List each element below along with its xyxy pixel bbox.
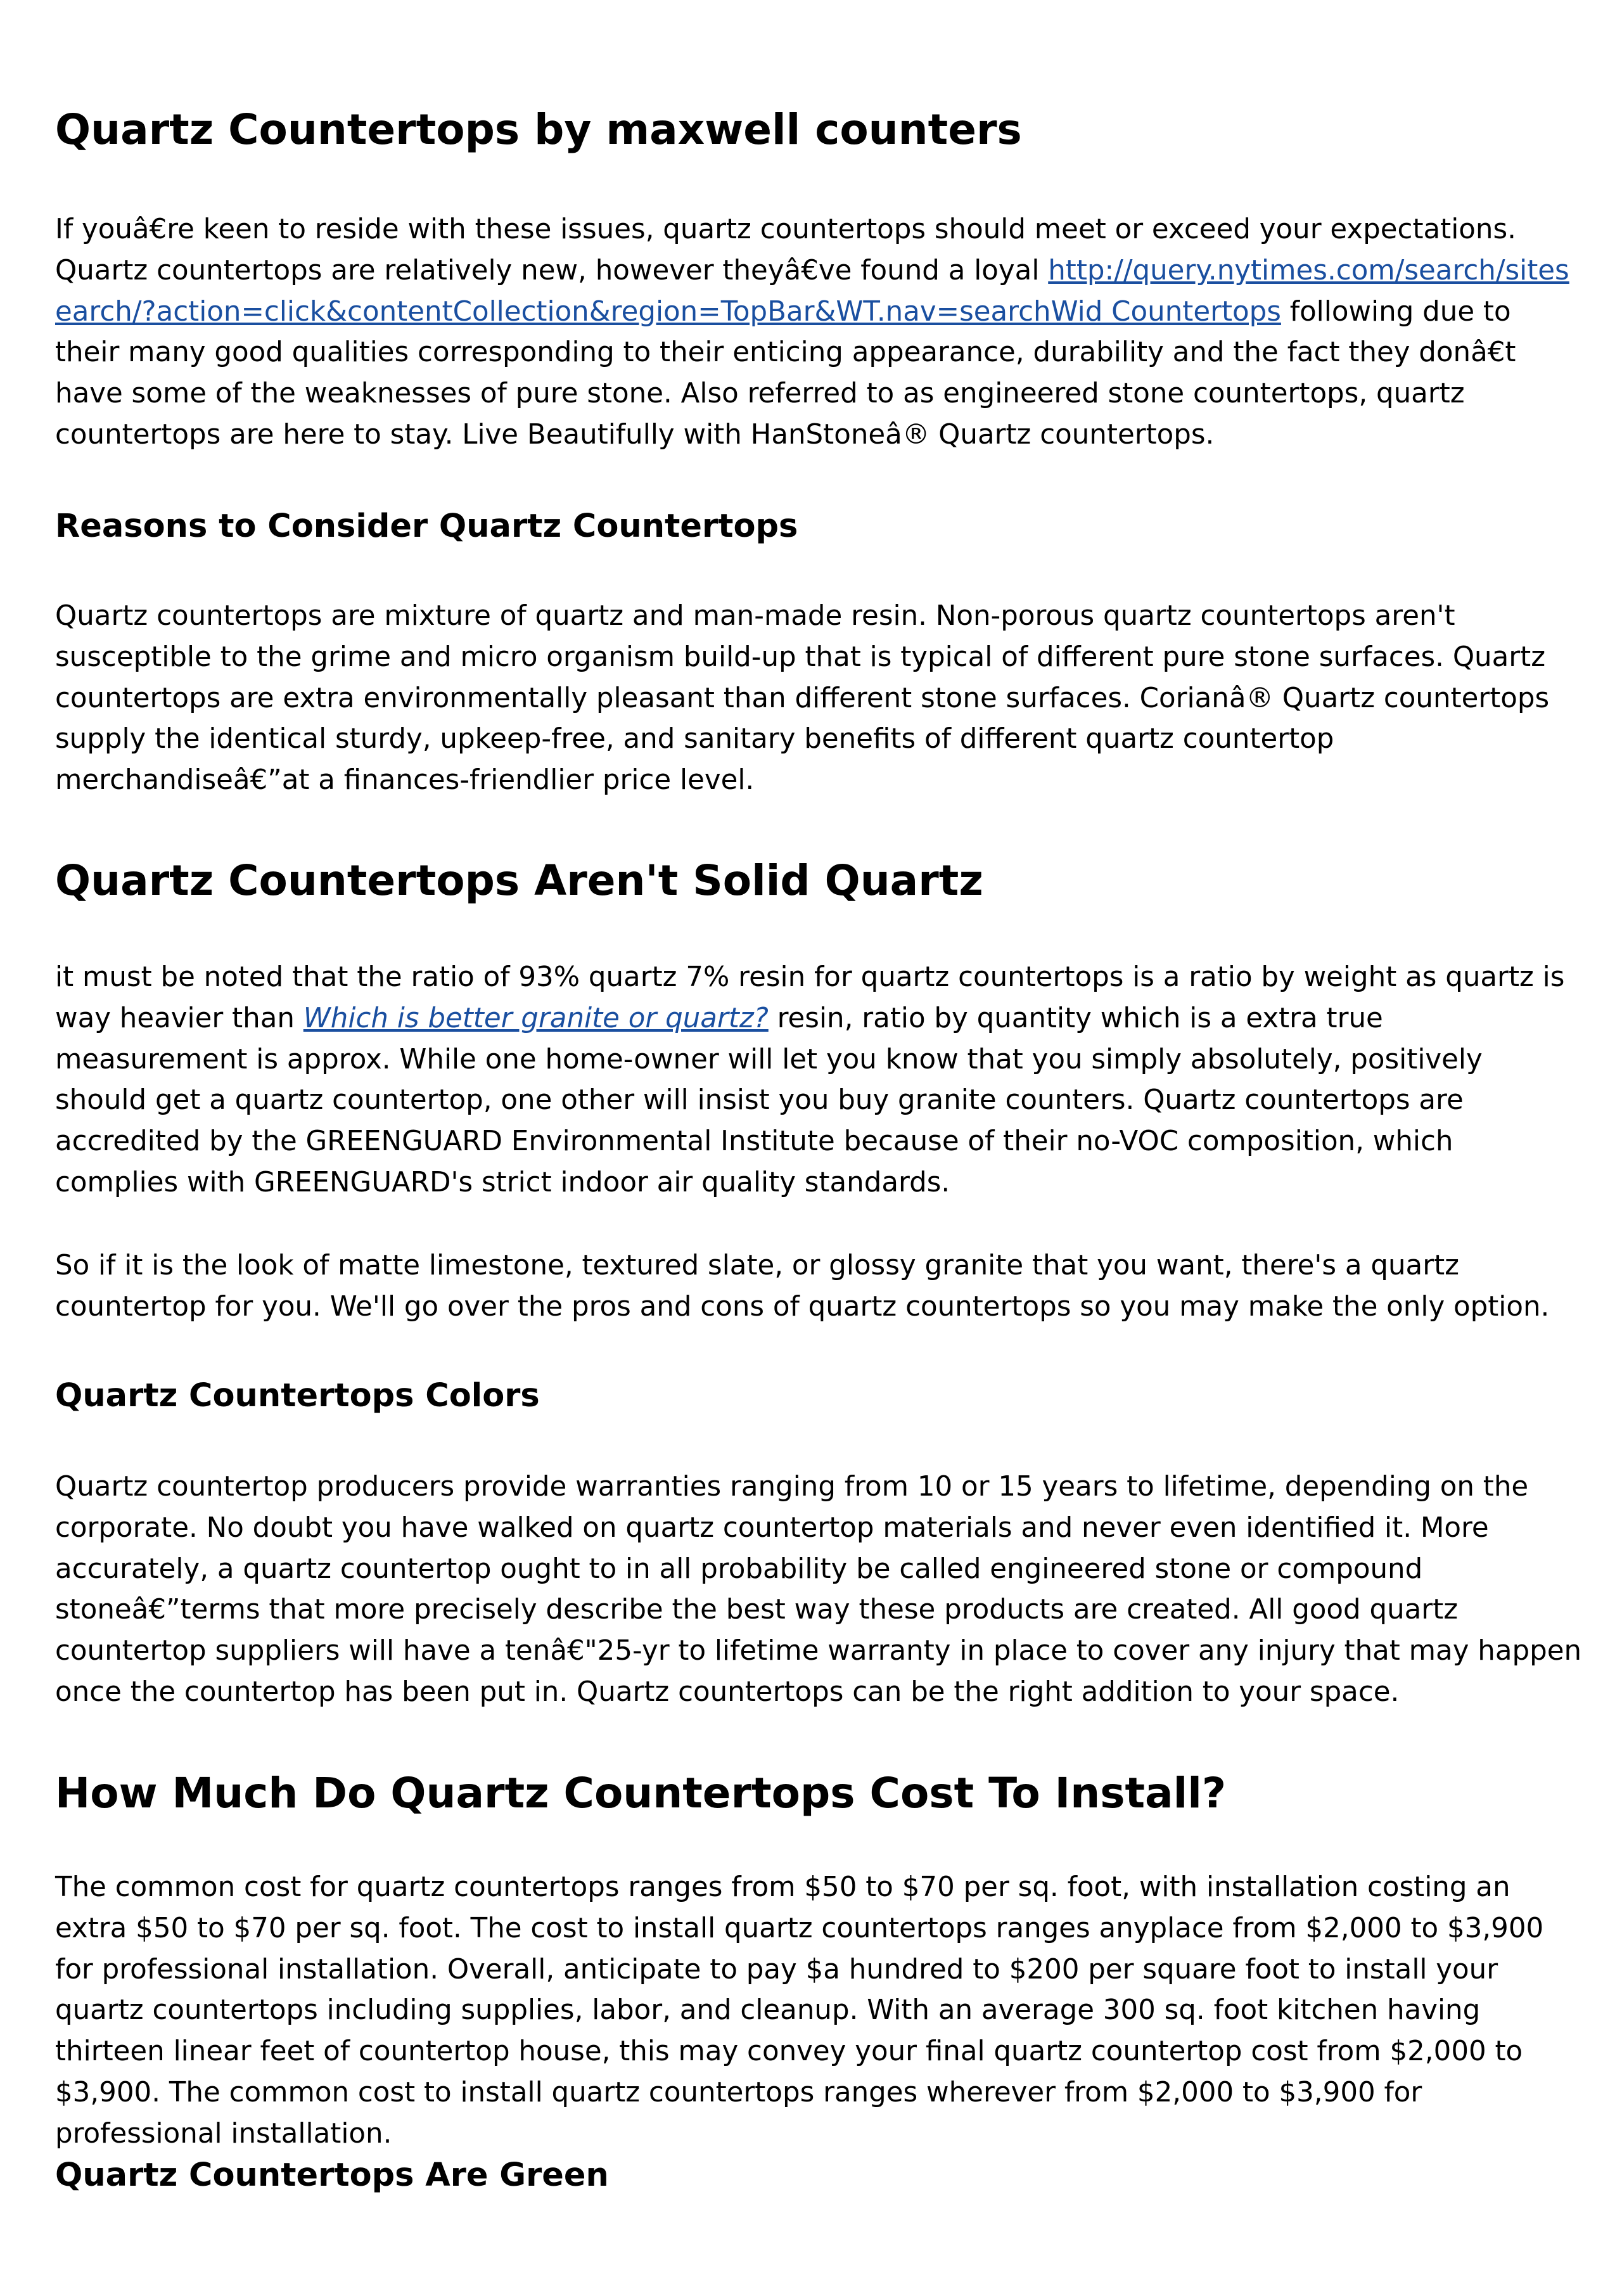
intro-link[interactable]: http://query.nytimes.com/search/sitesearch/?action=click&contentCollection&region=TopBar&WT.nav=searchWid Countertops	[55, 254, 1569, 328]
heading-cost: How Much Do Quartz Countertops Cost To Install?	[55, 1769, 1227, 1818]
heading-solid-quartz: Quartz Countertops Aren't Solid Quartz	[55, 856, 983, 905]
solid-text-2: resin, ratio by quantity which is a extra true measurement is approx. While one home-owner will let you know that you simply absolutely, positively should get a quartz countertop, one other will insist you buy granite counters. Quartz countertops are accredited by the GREENGUARD Environmental Institute because of their no-VOC composition, which complies with GREENGUARD's strict indoor air quality standards.	[55, 1002, 1483, 1198]
intro-text-1: If youâ€re keen to reside with these issues, quartz countertops should meet or exceed your expectations. Quartz countertops are relatively new, however theyâ€ve found a loyal	[55, 214, 1516, 286]
heading-reasons: Reasons to Consider Quartz Countertops	[55, 508, 798, 545]
reasons-paragraph: Quartz countertops are mixture of quartz and man-made resin. Non-porous quartz countertops aren't susceptible to the grime and micro organism build-up that is typical of different pure stone surfaces. Quartz countertops are extra environmentally pleasant than different stone surfaces. Corianâ® Quartz countertops supply the identical sturdy, upkeep-free, and sanitary benefits of different quartz countertop merchandiseâ€”at a finances-friendlier price level.	[55, 600, 1550, 797]
intro-text-2: following due to their many good qualities corresponding to their enticing appearance, durability and the fact they donâ€t have some of the weaknesses of pure stone. Also referred to as engineered stone countertops, quartz countertops are here to stay. Live Beautifully with HanStoneâ® Quartz countertops.	[55, 295, 1516, 451]
page-title: Quartz Countertops by maxwell counters	[55, 105, 1022, 154]
solid-paragraph-1	[55, 957, 1582, 1203]
colors-paragraph: Quartz countertop producers provide warranties ranging from 10 or 15 years to lifetime, depending on the corporate. No doubt you have walked on quartz countertop materials and never even identified it. More accurately, a quartz countertop ought to in all probability be called engineered stone or compound stoneâ€”terms that more precisely describe the best way these products are created. All good quartz countertop suppliers will have a tenâ€"25-yr to lifetime warranty in place to cover any injury that may happen once the countertop has been put in. Quartz countertops can be the right addition to your space.	[55, 1471, 1582, 1708]
granite-vs-quartz-link[interactable]: Which is better granite or quartz?	[303, 1002, 769, 1034]
solid-text-1: it must be noted that the ratio of 93% quartz 7% resin for quartz countertops is a ratio by weight as quartz is way heavier than	[55, 961, 1565, 1034]
solid-paragraph-2: So if it is the look of matte limestone, textured slate, or glossy granite that you want, there's a quartz countertop for you. We'll go over the pros and cons of quartz countertops so you may make the only option.	[55, 1250, 1550, 1323]
cost-paragraph: The common cost for quartz countertops ranges from $50 to $70 per sq. foot, with installation costing an extra $50 to $70 per sq. foot. The cost to install quartz countertops ranges anyplace from $2,000 to $3,900 for professional installation. Overall, anticipate to pay $a hundred to $200 per square foot to install your quartz countertops including supplies, labor, and cleanup. With an average 300 sq. foot kitchen having thirteen linear feet of countertop house, this may convey your final quartz countertop cost from $2,000 to $3,900. The common cost to install quartz countertops ranges wherever from $2,000 to $3,900 for professional installation.	[55, 1871, 1544, 2150]
heading-colors: Quartz Countertops Colors	[55, 1377, 540, 1414]
intro-paragraph	[55, 209, 1582, 456]
heading-green: Quartz Countertops Are Green	[55, 2157, 609, 2194]
